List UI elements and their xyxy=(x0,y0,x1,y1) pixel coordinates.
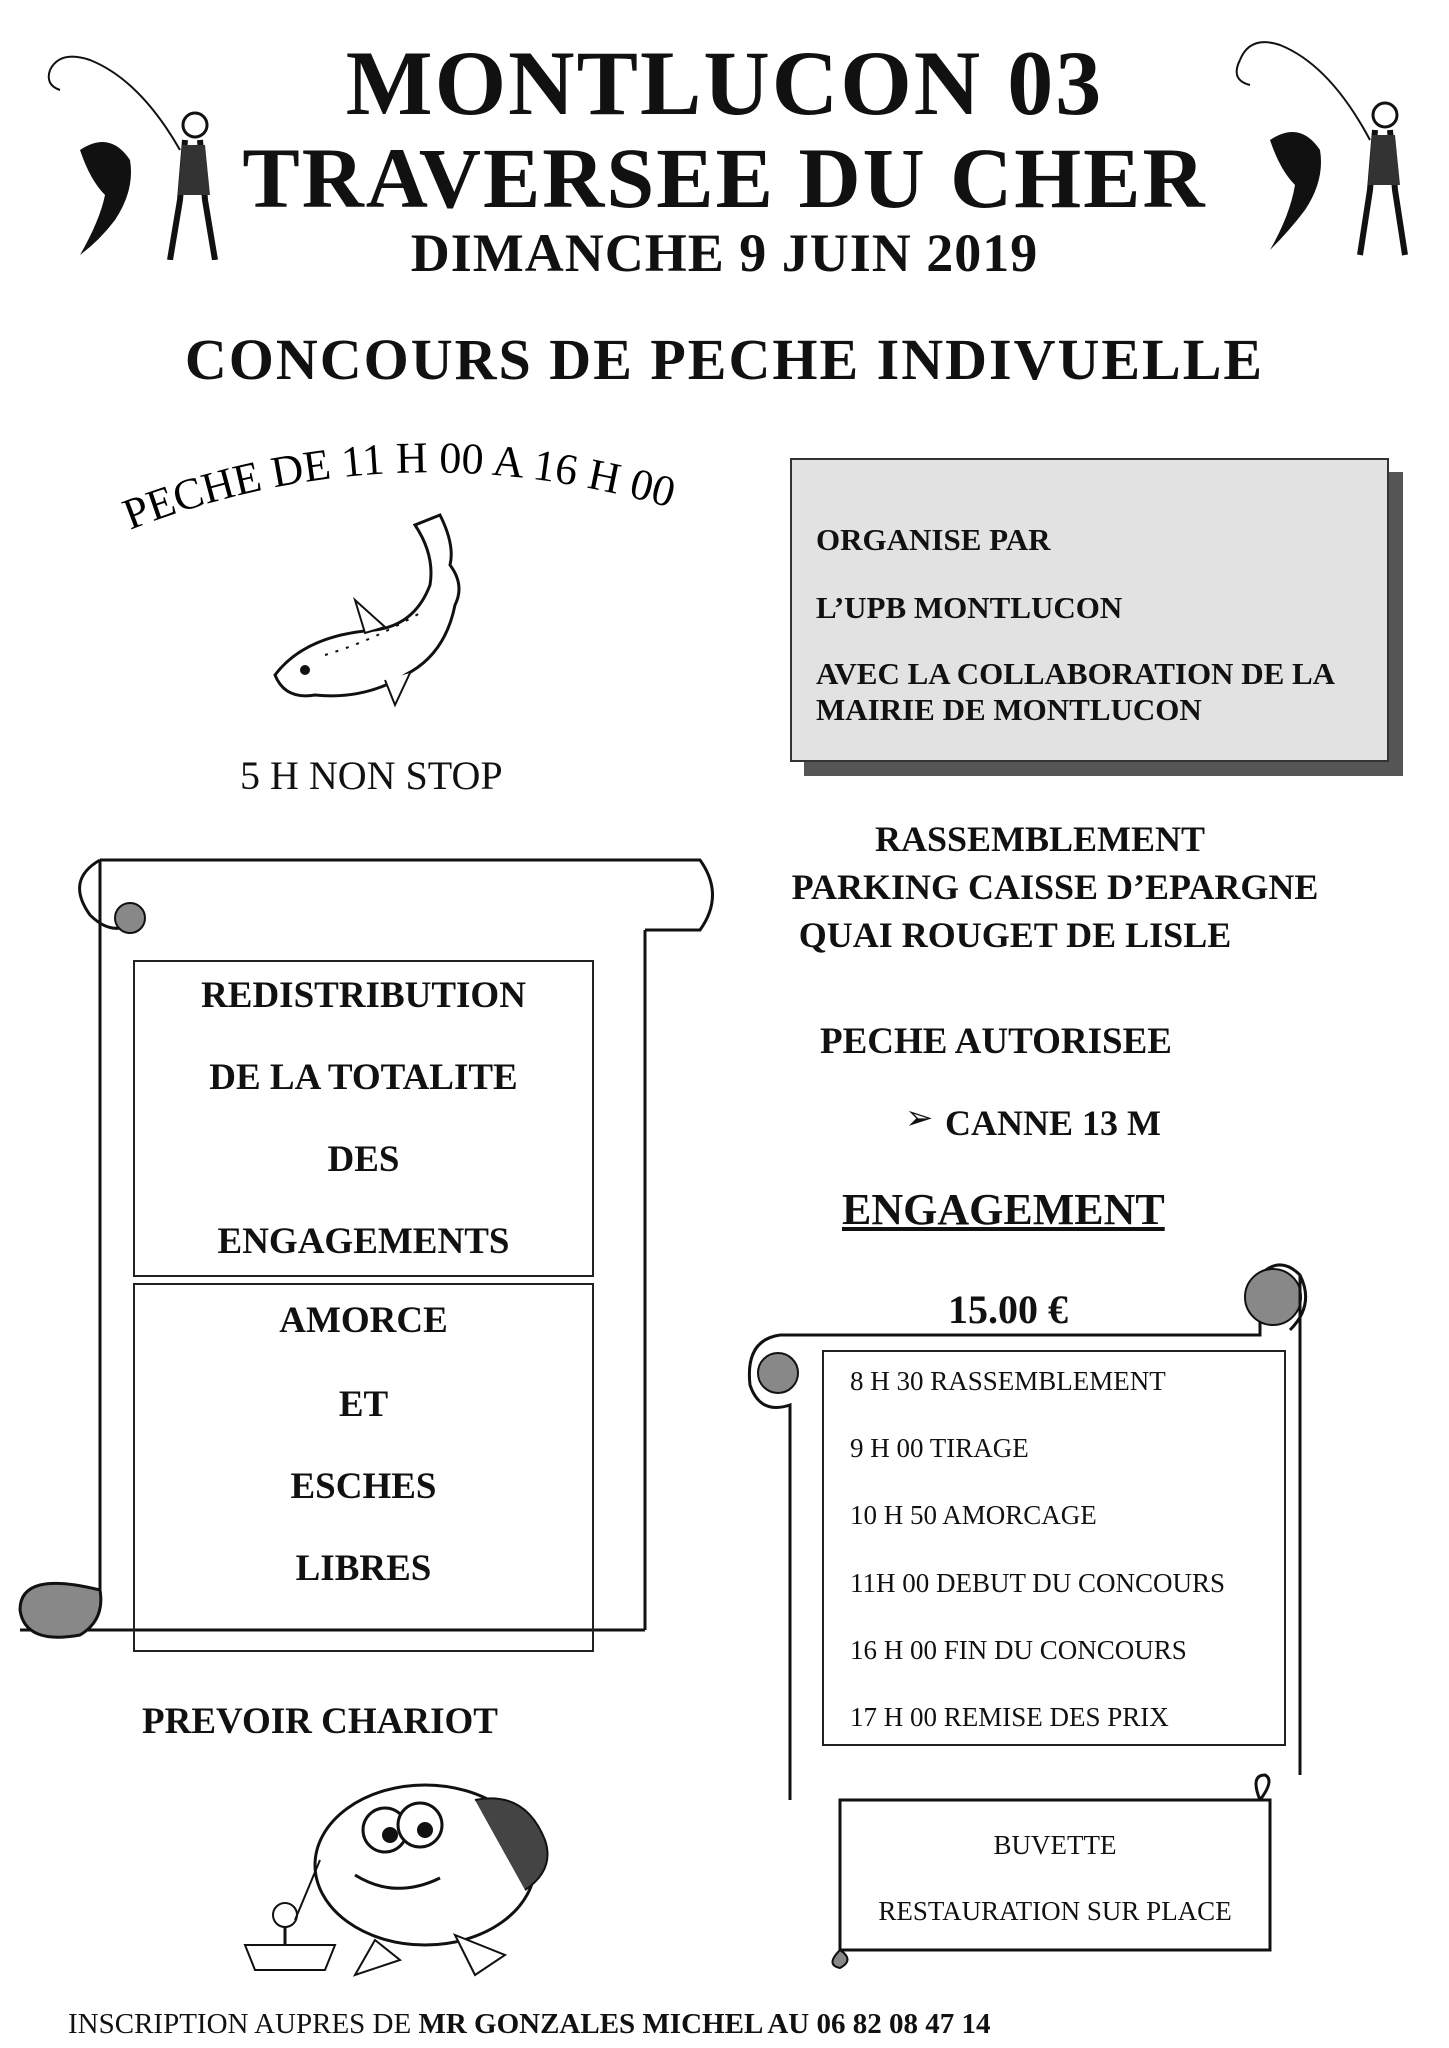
fee-amount: 15.00 € xyxy=(948,1287,1068,1332)
redistribution-line-4: ENGAGEMENTS xyxy=(217,1221,510,1262)
bait-line-3: ESCHES xyxy=(290,1466,437,1507)
title-date: DIMANCHE 9 JUIN 2019 xyxy=(410,223,1039,283)
redistribution-box xyxy=(133,960,594,1277)
schedule-item: 11H 00 DEBUT DU CONCOURS xyxy=(850,1568,1226,1598)
fee-title: ENGAGEMENT xyxy=(842,1185,1165,1234)
title-event: TRAVERSEE DU CHER xyxy=(242,130,1207,226)
schedule-item: 8 H 30 RASSEMBLEMENT xyxy=(850,1366,1166,1396)
title-city: MONTLUCON 03 xyxy=(345,32,1104,134)
schedule-box xyxy=(822,1350,1286,1746)
rules-title: PECHE AUTORISEE xyxy=(820,1021,1172,1062)
meeting-line-3: QUAI ROUGET DE LISLE xyxy=(798,915,1232,955)
registration-footer xyxy=(68,2008,990,2041)
bait-box xyxy=(133,1283,594,1652)
organizer-line-3: AVEC LA COLLABORATION DE LA xyxy=(816,656,1336,691)
scroll-icon xyxy=(820,1770,1290,1970)
redistribution-line-3: DES xyxy=(327,1139,400,1180)
cartoon-fish-icon xyxy=(225,1760,565,1990)
bait-line-4: LIBRES xyxy=(295,1548,432,1589)
redistribution-line-1: REDISTRIBUTION xyxy=(201,975,526,1016)
meeting-line-1: RASSEMBLEMENT xyxy=(874,819,1206,859)
redistribution-line-2: DE LA TOTALITE xyxy=(209,1057,518,1098)
rules-bullet-icon: ➢ xyxy=(905,1100,934,1137)
trout-icon xyxy=(265,505,495,725)
rules-item: CANNE 13 M xyxy=(945,1103,1161,1143)
bait-line-1: AMORCE xyxy=(279,1300,448,1341)
fishing-hours-text: PECHE DE 11 H 00 A 16 H 00 xyxy=(116,433,681,540)
organizer-line-1: ORGANISE PAR xyxy=(816,522,1051,557)
buvette-line-2: RESTAURATION SUR PLACE xyxy=(878,1896,1232,1926)
organizer-line-2: L’UPB MONTLUCON xyxy=(816,590,1123,625)
meeting-line-2: PARKING CAISSE D’EPARGNE xyxy=(791,867,1319,907)
organizer-line-4: MAIRIE DE MONTLUCON xyxy=(816,692,1202,727)
bait-line-2: ET xyxy=(338,1384,389,1425)
organizer-panel xyxy=(790,458,1389,762)
registration-prefix: INSCRIPTION AUPRES DE xyxy=(68,2008,419,2040)
buvette-scroll xyxy=(820,1770,1290,1970)
cart-notice: PREVOIR CHARIOT xyxy=(142,1701,498,1742)
schedule-item: 9 H 00 TIRAGE xyxy=(850,1433,1029,1463)
schedule-item: 16 H 00 FIN DU CONCOURS xyxy=(850,1635,1187,1665)
schedule-item: 10 H 50 AMORCAGE xyxy=(850,1500,1097,1530)
title-competition: CONCOURS DE PECHE INDIVUELLE xyxy=(184,327,1265,392)
schedule-item: 17 H 00 REMISE DES PRIX xyxy=(850,1702,1169,1732)
non-stop-text: 5 H NON STOP xyxy=(240,753,503,798)
registration-contact: MR GONZALES MICHEL AU 06 82 08 47 14 xyxy=(418,2008,991,2040)
buvette-line-1: BUVETTE xyxy=(993,1830,1117,1860)
